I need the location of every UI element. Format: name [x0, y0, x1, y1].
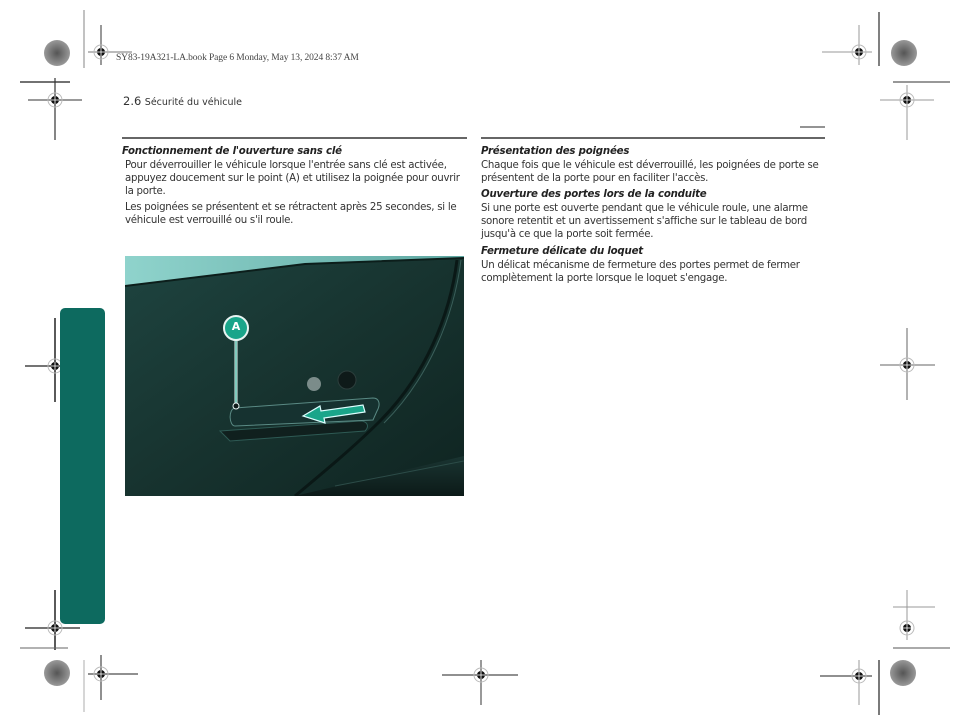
left-column: [122, 137, 467, 231]
paragraph-soft-close-latch: Un délicat mécanisme de fermeture des portes permet de fermer complètement la porte lorsque le loquet s'engage.: [481, 259, 800, 284]
section-title: Sécurité du véhicule: [144, 97, 242, 108]
paragraph-handle-presentation: Chaque fois que le véhicule est déverrouillé, les poignées de porte se présentent de la porte pour en faciliter l'accès.: [481, 159, 819, 184]
door-handle-figure: [125, 256, 464, 496]
column-rule: [122, 137, 467, 139]
paragraph-door-open-while-driving: Si une porte est ouverte pendant que le véhicule roule, une alarme sonore retentit et un avertissement s'affiche sur le tableau de bord jusqu'à ce que la porte soit fermée.: [481, 202, 808, 241]
chapter-side-tab: [60, 308, 105, 624]
print-slug: SY83-19A321-LA.book Page 6 Monday, May 13, 2024 8:37 AM: [116, 53, 359, 63]
column-rule: [481, 137, 825, 139]
door-handle-illustration: [125, 256, 464, 496]
heading-handle-presentation: Présentation des poignées: [481, 145, 630, 157]
heading-door-open-while-driving: Ouverture des portes lors de la conduite: [481, 188, 707, 200]
right-column: [481, 137, 825, 288]
paragraph-retract-timing: Les poignées se présentent et se rétractent après 25 secondes, si le véhicule est verrouillé ou s'il roule.: [125, 202, 457, 227]
section-number: 2.6: [123, 94, 142, 108]
callout-label-a: A: [231, 320, 241, 333]
paragraph-unlock-instructions: Pour déverrouiller le véhicule lorsque l'entrée sans clé est activée, appuyez doucement sur le point (A) et utilisez la poignée pour ouvrir la porte.: [125, 159, 460, 197]
heading-keyless-opening: Fonctionnement de l'ouverture sans clé: [122, 145, 342, 157]
heading-soft-close-latch: Fermeture délicate du loquet: [481, 245, 643, 257]
color-target-top-left: [44, 40, 70, 66]
section-header: [123, 94, 242, 108]
